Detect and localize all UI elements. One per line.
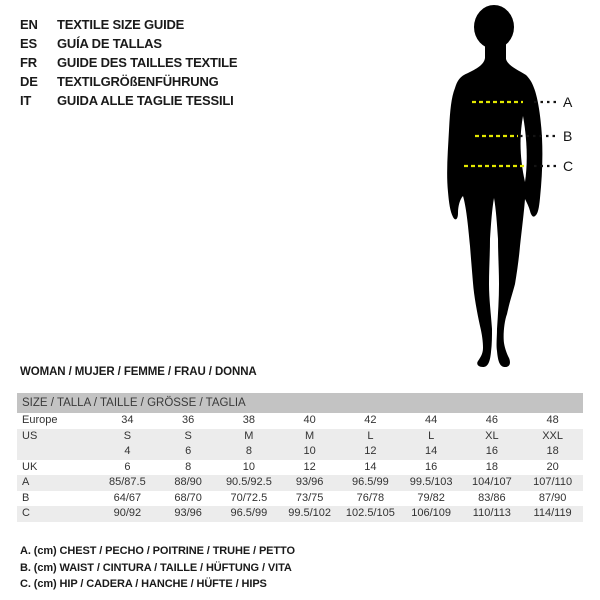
language-code: EN — [20, 17, 38, 32]
size-value: 6 — [124, 460, 131, 473]
size-value: 73/75 — [295, 491, 324, 504]
language-row — [20, 72, 237, 91]
size-value: 16 — [425, 460, 438, 473]
size-value: 10 — [242, 460, 255, 473]
measurement-legend — [20, 543, 295, 593]
row-label: US — [22, 429, 38, 442]
size-value: 68/70 — [174, 491, 202, 504]
language-row — [20, 53, 237, 72]
language-row — [20, 91, 237, 110]
table-row — [17, 444, 583, 460]
row-label — [17, 444, 97, 460]
size-value: 40 — [303, 414, 316, 426]
language-label: TEXTILE SIZE GUIDE — [57, 17, 185, 32]
size-value: 42 — [364, 414, 377, 426]
marker-label-a: A — [563, 94, 573, 110]
size-value: 96.5/99 — [230, 507, 268, 519]
size-value: 34 — [121, 414, 134, 426]
language-label: GUIDE DES TAILLES TEXTILE — [57, 55, 238, 70]
language-code: FR — [20, 55, 37, 70]
language-code: DE — [20, 74, 38, 89]
language-code: IT — [20, 93, 32, 108]
size-value: 8 — [185, 460, 192, 473]
legend-line: C. (cm) HIP / CADERA / HANCHE / HÜFTE / HIPS — [20, 578, 267, 590]
size-value: 14 — [425, 445, 438, 457]
size-value: 12 — [303, 460, 316, 473]
size-value: 90/92 — [113, 507, 142, 519]
size-value: 79/82 — [417, 491, 445, 504]
section-title: WOMAN / MUJER / FEMME / FRAU / DONNA — [20, 366, 257, 378]
table-row — [17, 413, 583, 429]
size-value: 114/119 — [533, 507, 572, 519]
size-value: 88/90 — [174, 476, 202, 488]
size-value: 106/109 — [411, 507, 451, 519]
size-value: 38 — [242, 414, 255, 426]
size-value: 104/107 — [471, 476, 512, 488]
legend-line: B. (cm) WAIST / CINTURA / TAILLE / HÜFTUNG / VITA — [20, 561, 292, 574]
marker-label-c: C — [563, 158, 574, 174]
size-value: 99.5/103 — [409, 476, 453, 488]
size-value: 76/78 — [356, 491, 385, 504]
row-label: A — [22, 476, 30, 488]
size-value: 70/72.5 — [230, 491, 268, 504]
row-label: Europe — [22, 414, 58, 426]
language-list — [20, 15, 237, 110]
size-value: 96.5/99 — [352, 476, 389, 488]
size-value: 48 — [546, 414, 559, 426]
size-value: 44 — [425, 414, 438, 426]
size-table-header: SIZE / TALLA / TAILLE / GRÖSSE / TAGLIA — [17, 393, 583, 413]
size-value: 18 — [485, 460, 498, 473]
size-value: 110/113 — [472, 507, 511, 519]
size-value: 36 — [182, 414, 195, 426]
size-value: 93/96 — [295, 476, 324, 488]
size-table-body — [17, 413, 583, 522]
marker-label-b: B — [563, 128, 573, 144]
size-value: 8 — [245, 445, 252, 457]
row-label: C — [22, 507, 30, 519]
table-row — [17, 460, 583, 476]
size-value: XL — [485, 429, 499, 442]
language-row — [20, 15, 237, 34]
table-row — [17, 475, 583, 491]
size-value: 20 — [546, 460, 559, 473]
size-value: 90.5/92.5 — [225, 476, 272, 488]
size-value: 85/87.5 — [109, 476, 146, 488]
size-value: 10 — [303, 445, 316, 457]
legend-line: A. (cm) CHEST / PECHO / POITRINE / TRUHE / PETTO — [20, 545, 295, 557]
size-table — [17, 393, 583, 522]
language-label: GUÍA DE TALLAS — [57, 36, 162, 51]
size-value: 12 — [364, 445, 377, 457]
language-code: ES — [20, 36, 37, 51]
size-value: 6 — [185, 445, 192, 457]
size-value: 4 — [124, 445, 131, 457]
size-value: M — [244, 429, 254, 442]
size-value: 46 — [485, 414, 498, 426]
language-row — [20, 34, 237, 53]
size-value: 18 — [546, 445, 559, 457]
size-value: M — [305, 429, 315, 442]
size-value: 102.5/105 — [345, 507, 395, 519]
language-label: TEXTILGRÖßENFÜHRUNG — [57, 74, 219, 89]
size-value: 93/96 — [174, 507, 202, 519]
size-value: XXL — [542, 429, 564, 442]
row-label: UK — [22, 460, 38, 473]
table-row — [17, 491, 583, 507]
row-label: B — [22, 491, 30, 504]
size-value: 107/110 — [533, 476, 573, 488]
silhouette-body — [447, 38, 542, 367]
size-value: 87/90 — [538, 491, 567, 504]
size-value: L — [428, 429, 435, 442]
table-row — [17, 429, 583, 445]
size-value: 99.5/102 — [288, 507, 332, 519]
size-value: 16 — [485, 445, 498, 457]
size-value: S — [123, 429, 132, 442]
size-value: S — [184, 429, 192, 442]
size-value: L — [367, 429, 374, 442]
size-value: 14 — [364, 460, 377, 473]
size-value: 64/67 — [113, 491, 142, 504]
size-value: 83/86 — [478, 491, 506, 504]
language-label: GUIDA ALLE TAGLIE TESSILI — [57, 93, 234, 108]
table-row — [17, 506, 583, 522]
woman-silhouette — [430, 0, 600, 380]
